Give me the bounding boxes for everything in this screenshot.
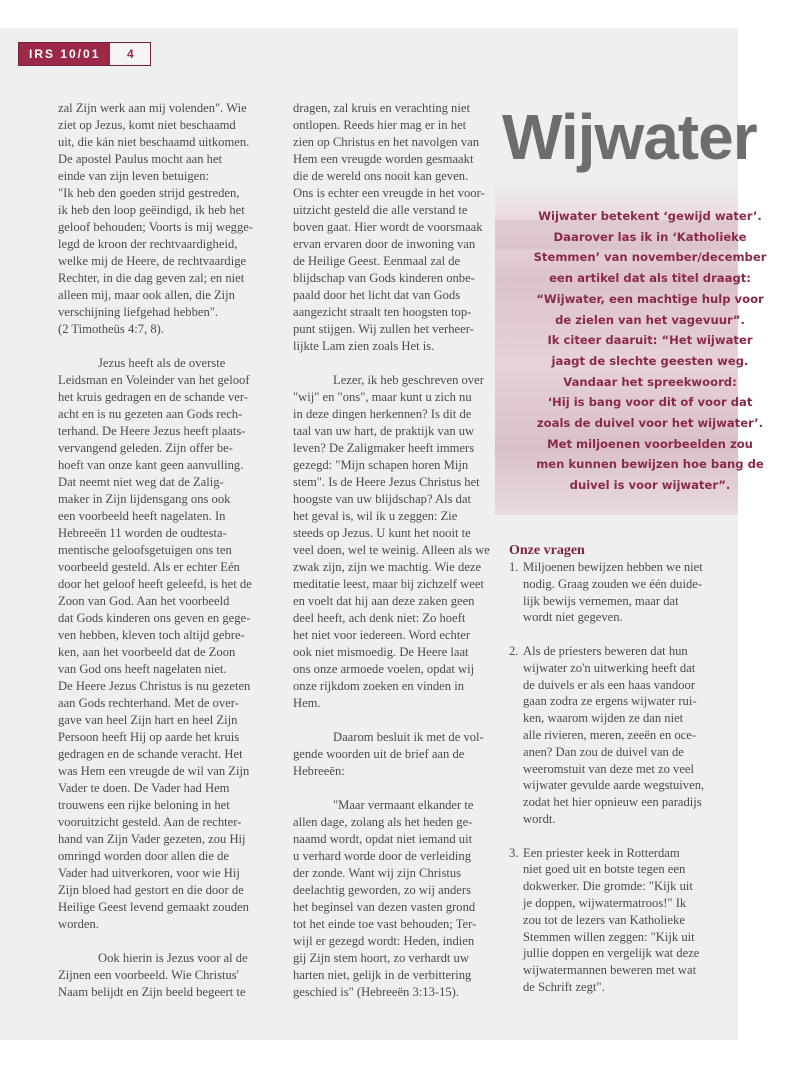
text-line: ervan ervaren door de inwoning van — [293, 237, 476, 251]
question-line: lijk bewijs vernemen, maar dat — [523, 593, 679, 608]
questions-list — [509, 559, 729, 996]
text-line: allen dage, zolang als het heden ge- — [293, 815, 473, 829]
text-line: vooruitzicht gesteld. Aan de rechter- — [58, 815, 242, 829]
text-line: zal Zijn werk aan mij volenden". Wie — [58, 101, 247, 115]
text-line: der zonde. Want wij zijn Christus — [293, 866, 462, 880]
paragraph — [293, 729, 493, 780]
page-number: 4 — [110, 43, 150, 65]
text-line: Hebreeën 11 worden de oudtesta- — [58, 526, 227, 540]
text-line: het niet voor iedereen. Word echter — [293, 628, 471, 642]
text-line: ik heb den loop geëindigd, ik heb het — [58, 203, 245, 217]
text-line: hoeft van onze kant geen aanvulling. — [58, 458, 244, 472]
text-line: onze rijkdom zoeken en vinden in — [293, 679, 465, 693]
question-line: de duivels er als een haas vandoor — [523, 677, 696, 692]
question-item — [509, 559, 729, 626]
text-line: "Ik heb den goeden strijd gestreden, — [58, 186, 240, 200]
text-line: ons onze armoede voelen, opdat wij — [293, 662, 475, 676]
article-title: Wijwater — [502, 101, 757, 173]
text-line: leven? De Zaligmaker heeft immers — [293, 441, 475, 455]
question-line: dokwerker. Die gromde: "Kijk uit — [523, 879, 693, 894]
question-number: 2. — [509, 643, 519, 658]
text-line: uit, die kán niet beschaamd uitkomen. — [58, 135, 250, 149]
pull-quote-line: “Wijwater, een machtige hulp voor — [536, 291, 764, 306]
paragraph — [58, 100, 258, 338]
paragraph — [293, 797, 493, 1001]
question-line: Miljoenen bewijzen hebben we niet — [523, 560, 703, 574]
question-line: jullie doppen en vergelijk wat deze — [523, 946, 700, 961]
left-text-column — [58, 100, 258, 1018]
pull-quote-line: ‘Hij is bang voor dit of voor dat — [547, 395, 753, 410]
question-line: gaan zodra ze ergens wijwater rui- — [523, 694, 697, 709]
paragraph — [293, 372, 493, 712]
pull-quote-line: Vandaar het spreekwoord: — [563, 374, 737, 389]
text-line: Persoon heeft Hij op aarde het kruis — [58, 730, 240, 744]
text-line: Hem een vreugde worden gesmaakt — [293, 152, 474, 166]
pull-quote-line: Wijwater betekent ‘gewijd water’. — [538, 209, 762, 223]
text-line: Hebreeën: — [293, 764, 345, 778]
question-item — [509, 643, 729, 828]
question-line: je doppen, wijwatermatroos!" Ik — [523, 895, 687, 910]
text-line: het geval is, wil ik u zeggen: Zie — [293, 509, 458, 523]
text-line: Naam belijdt en Zijn beeld begeert te — [58, 985, 246, 999]
text-line: die de wereld ons nooit kan geven. — [293, 169, 469, 183]
pull-quote-line: zoals de duivel voor het wijwater’. — [536, 416, 764, 431]
text-line: lijkte Lam zien zoals Het is. — [293, 339, 435, 353]
question-line: wordt niet gegeven. — [523, 610, 623, 625]
pull-quote-line: Met miljoenen voorbeelden zou — [547, 436, 753, 451]
text-line: in deze dingen herkennen? Is dit de — [293, 407, 472, 421]
question-line: niet goed uit en botste tegen een — [523, 862, 686, 877]
text-line: deel heeft, ach denk niet: Zo hoeft — [293, 611, 466, 625]
question-line: anen? Dan zou de duivel van de — [523, 744, 684, 759]
question-line: zodat het hier opnieuw een paradijs — [523, 795, 702, 810]
text-line: uitzicht gesteld die alle verstand te — [293, 203, 468, 217]
question-line: wijwatermannen beweren met wat — [523, 963, 697, 978]
text-line: Rechter, in die dag geven zal; en niet — [58, 271, 245, 285]
text-line: een voorbeeld heeft nagelaten. In — [58, 509, 226, 523]
question-line: ken, waarom wijden ze dan niet — [523, 711, 684, 726]
pull-quote-line: duivel is voor wijwater”. — [569, 478, 731, 493]
pull-quote-line: jaagt de slechte geesten weg. — [551, 353, 749, 368]
text-line: hoogste van uw blijdschap? Als dat — [293, 492, 472, 506]
text-line: Dat neemt niet weg dat de Zalig- — [58, 475, 224, 489]
text-line: meditatie leest, maar bij zichzelf weet — [293, 577, 484, 591]
text-line: Vader te doen. De Vader had Hem — [58, 781, 230, 795]
text-line: legd de kroon der rechtvaardigheid, — [58, 237, 238, 251]
text-line: trouwens een rijke beloning in het — [58, 798, 230, 812]
text-line: geschied is" (Hebreeën 3:13-15). — [293, 985, 460, 999]
text-line: en voelt dat hij aan deze zaken geen — [293, 594, 475, 608]
issue-label: IRS 10/01 — [19, 43, 110, 65]
pull-quote-line: men kunnen bewijzen hoe bang de — [536, 457, 764, 472]
text-line: zien op Christus en het navolgen van — [293, 135, 480, 149]
text-line: zwak zijn, zijn we machtig. Wie deze — [293, 560, 482, 574]
text-line: punt stijgen. Wij zullen het verheer- — [293, 322, 474, 336]
pull-quote-line: de zielen van het vagevuur”. — [555, 312, 745, 327]
text-line: dragen, zal kruis en verachting niet — [293, 101, 470, 115]
text-line: De apostel Paulus mocht aan het — [58, 152, 223, 166]
text-line: Lezer, ik heb geschreven over — [333, 373, 484, 387]
text-line: blijdschap van Gods kinderen onbe- — [293, 271, 475, 285]
text-line: ook niet mismoedig. De Heere laat — [293, 645, 469, 659]
text-line: Jezus heeft als de overste — [98, 356, 226, 370]
text-line: ken, aan het voorbeeld dat de Zoon — [58, 645, 236, 659]
text-line: aan Gods rechterhand. Met de over- — [58, 696, 239, 710]
text-line: het kruis gedragen en de schande ver- — [58, 390, 248, 404]
question-line: alle rivieren, meren, zeeën en oce- — [523, 727, 697, 742]
text-line: ven hebben, kleven toch altijd gebre- — [58, 628, 245, 642]
text-line: wijl er gezegd wordt: Heden, indien — [293, 934, 475, 948]
questions-heading: Onze vragen — [509, 543, 585, 558]
text-line: acht en is nu gezeten aan Gods rech- — [58, 407, 243, 421]
text-line: harten niet, gelijk in de verbittering — [293, 968, 472, 982]
text-line: van God ons heeft nagelaten niet. — [58, 662, 227, 676]
text-line: deelachtig geworden, zo wij anders — [293, 883, 471, 897]
text-line: maker in Zijn lijdensgang ons ook — [58, 492, 231, 506]
text-line: (2 Timotheüs 4:7, 8). — [58, 322, 165, 336]
text-line: De Heere Jezus Christus is nu gezeten — [58, 679, 251, 693]
text-line: alleen mij, maar ook allen, die Zijn — [58, 288, 235, 302]
text-line: door het geloof heeft geleefd, is het de — [58, 577, 252, 591]
text-line: Leidsman en Voleinder van het geloof — [58, 373, 250, 387]
text-line: vervangend geleden. Zijn offer be- — [58, 441, 233, 455]
text-line: Heilige Geest levend gemaakt zouden — [58, 900, 249, 914]
question-line: de Schrift zegt". — [523, 979, 605, 994]
question-line: nodig. Graag zouden we één duide- — [523, 576, 703, 591]
text-line: gave van heel Zijn hart en heel Zijn — [58, 713, 238, 727]
text-line: Ons is echter een vreugde in het voor- — [293, 186, 485, 200]
text-line: gende woorden uit de brief aan de — [293, 747, 465, 761]
question-line: Stemmen willen zeggen: "Kijk uit — [523, 929, 695, 944]
middle-text-column — [293, 100, 493, 1018]
text-line: was Hem een vreugde de wil van Zijn — [58, 764, 250, 778]
text-line: hand van Zijn Vader gezeten, zou Hij — [58, 832, 246, 846]
text-line: Zijnen een voorbeeld. Wie Christus' — [58, 968, 239, 982]
paragraph — [293, 100, 493, 355]
text-line: steeds op Jezus. U kunt het nooit te — [293, 526, 471, 540]
text-line: welke mij de Heere, de rechtvaardige — [58, 254, 247, 268]
paragraph — [58, 355, 258, 933]
question-number: 1. — [509, 560, 519, 574]
text-line: worden. — [58, 917, 99, 931]
text-line: naamd wordt, opdat niet iemand uit — [293, 832, 473, 846]
question-line: wordt. — [523, 811, 556, 826]
pull-quote-line: Stemmen’ van november/december — [533, 250, 767, 265]
text-line: Zoon van God. Aan het voorbeeld — [58, 594, 230, 608]
text-line: einde van zijn leven betuigen: — [58, 169, 210, 183]
text-line: dat Gods kinderen ons geven en gege- — [58, 611, 251, 625]
text-line: Vader had uitverkoren, voor wie Hij — [58, 866, 240, 880]
text-line: gedragen en de schande veracht. Het — [58, 747, 243, 761]
text-line: u verhard worde door de verleiding — [293, 849, 471, 863]
text-line: voorbeeld gesteld. Als er echter Eén — [58, 560, 240, 574]
issue-badge — [18, 42, 151, 66]
question-line: Als de priesters beweren dat hun — [523, 643, 688, 658]
text-line: paald door het licht dat van Gods — [293, 288, 461, 302]
text-line: gezegd: "Mijn schapen horen Mijn — [293, 458, 469, 472]
pull-quote-line: Ik citeer daaruit: “Het wijwater — [547, 333, 753, 348]
pull-quote — [500, 206, 800, 496]
text-line: "Maar vermaant elkander te — [333, 798, 474, 812]
text-line: gij Zijn stem hoort, zo verhardt uw — [293, 951, 469, 965]
paragraph — [58, 950, 258, 1001]
text-line: taal van uw hart, de praktijk van uw — [293, 424, 475, 438]
text-line: boven gaat. Hier wordt de voorsmaak — [293, 220, 483, 234]
text-line: omringd worden door allen die de — [58, 849, 230, 863]
text-line: ziet op Jezus, komt niet beschaamd — [58, 118, 236, 132]
text-line: geloof behouden; Voorts is mij wegge- — [58, 220, 254, 234]
text-line: stem". Is de Heere Jezus Christus het — [293, 475, 480, 489]
text-line: mentische geloofsgetuigen ons ten — [58, 543, 232, 557]
question-line: wijwater gevulde aarde wegstuiven, — [523, 778, 705, 793]
text-line: Daarom besluit ik met de vol- — [333, 730, 484, 744]
question-number: 3. — [509, 845, 519, 860]
text-line: Hem. — [293, 696, 321, 710]
text-line: Ook hierin is Jezus voor al de — [98, 951, 248, 965]
text-line: aangezicht straalt ten hoogsten top- — [293, 305, 472, 319]
question-line: weeromstuit van deze met zo veel — [523, 761, 694, 776]
pull-quote-line: een artikel dat als titel draagt: — [549, 271, 751, 286]
text-line: "wij" en "ons", maar kunt u zich nu — [293, 390, 472, 404]
pull-quote-line: Daarover las ik in ‘Katholieke — [553, 229, 747, 244]
question-line: wijwater zo'n uitwerking heeft dat — [523, 660, 696, 675]
questions-section — [509, 542, 729, 1013]
text-line: ontlopen. Reeds hier mag er in het — [293, 118, 467, 132]
text-line: tot het einde toe vast behouden; Ter- — [293, 917, 477, 931]
text-line: terhand. De Heere Jezus heeft plaats- — [58, 424, 246, 438]
question-item — [509, 845, 729, 996]
text-line: het beginsel van dezen vasten grond — [293, 900, 476, 914]
question-line: Een priester keek in Rotterdam — [523, 845, 680, 860]
text-line: verschijning liefgehad hebben". — [58, 305, 219, 319]
text-line: Zijn bloed had gestort en die door de — [58, 883, 244, 897]
text-line: de Heilige Geest. Eenmaal zal de — [293, 254, 461, 268]
question-line: zou tot de lezers van Katholieke — [523, 912, 685, 927]
text-line: veel doen, wel te weinig. Alleen als we — [293, 543, 490, 557]
